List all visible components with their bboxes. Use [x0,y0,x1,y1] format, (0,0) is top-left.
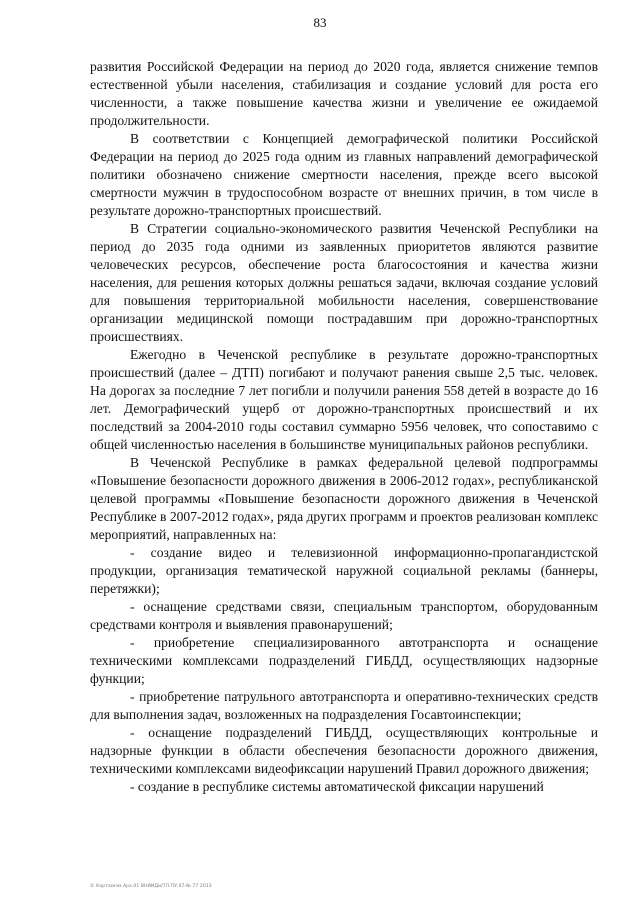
list-item: - создание видео и телевизионной информационно-пропагандистской продукции, организация тематической наружной социальной рекламы (баннеры, перетяжки); [90,545,598,596]
list-item: - создание в республике системы автоматической фиксации нарушений [130,779,544,794]
paragraph: развития Российской Федерации на период до 2020 года, является снижение темпов естественной убыли населения, стабилизация и создание условий для роста его численности, а также повышение качества жизни и увеличение ее ожидаемой продолжительности. [90,59,598,128]
list-item: - приобретение специализированного автотранспорта и оснащение техническими комплексами подразделений ГИБДД, осуществляющих надзорные функции; [90,635,598,686]
paragraph: Ежегодно в Чеченской республике в результате дорожно-транспортных происшествий (далее – ДТП) погибают и получают ранения свыше 2,5 тыс. человек. На дорогах за последние 7 лет погибли и получили ранения 558 детей в возрасте до 16 лет. Демографический ущерб от дорожно-транспортных происшествий и их последствий за 2004-2010 годы составил суммарно 5956 человек, что сопоставимо с общей численностью населения в большинстве муниципальных районов республики. [90,347,598,452]
list-item: - оснащение средствами связи, специальным транспортом, оборудованным средствами контроля и выявления правонарушений; [90,599,598,632]
paragraph: В соответствии с Концепцией демографической политики Российской Федерации на период до 2025 года одним из главных направлений демографической политики обозначено снижение смертности населения, прежде всего высокой смертности мужчин в трудоспособном возрасте от внешних причин, в том числе в результате дорожно-транспортных происшествий. [90,131,598,218]
paragraph: В Стратегии социально-экономического развития Чеченской Республики на период до 2035 года одними из заявленных приоритетов являются развитие человеческих ресурсов, обеспечение роста благосостояния и качества жизни населения, для решения которых должны решаться задачи, включая создание условий для повышения территориальной мобильности населения, совершенствование организации медицинской помощи пострадавшим при дорожно-транспортных происшествиях. [90,221,598,344]
document-body [90,58,598,796]
page-number: 83 [313,15,327,30]
paragraph: В Чеченской Республике в рамках федеральной целевой подпрограммы «Повышение безопасности дорожного движения в 2006-2012 годах», республиканской целевой программы «Повышение безопасности дорожного движения в Чеченской Республике в 2007-2012 годах», ряда других программ и проектов реализован комплекс мероприятий, направленных на: [90,455,598,542]
list-item: - оснащение подразделений ГИБДД, осуществляющих контрольные и надзорные функции в области обеспечения безопасности дорожного движения, техническими комплексами видеофиксации нарушений Правил дорожного движения; [90,725,598,776]
footer-note: © Карта/изм.Арх.01 ВНИИДи/ТЛ.ПУ.07-№ 77 2013 [90,884,212,889]
list-item: - приобретение патрульного автотранспорта и оперативно-технических средств для выполнения задач, возложенных на подразделения Госавтоинспекции; [90,689,598,722]
